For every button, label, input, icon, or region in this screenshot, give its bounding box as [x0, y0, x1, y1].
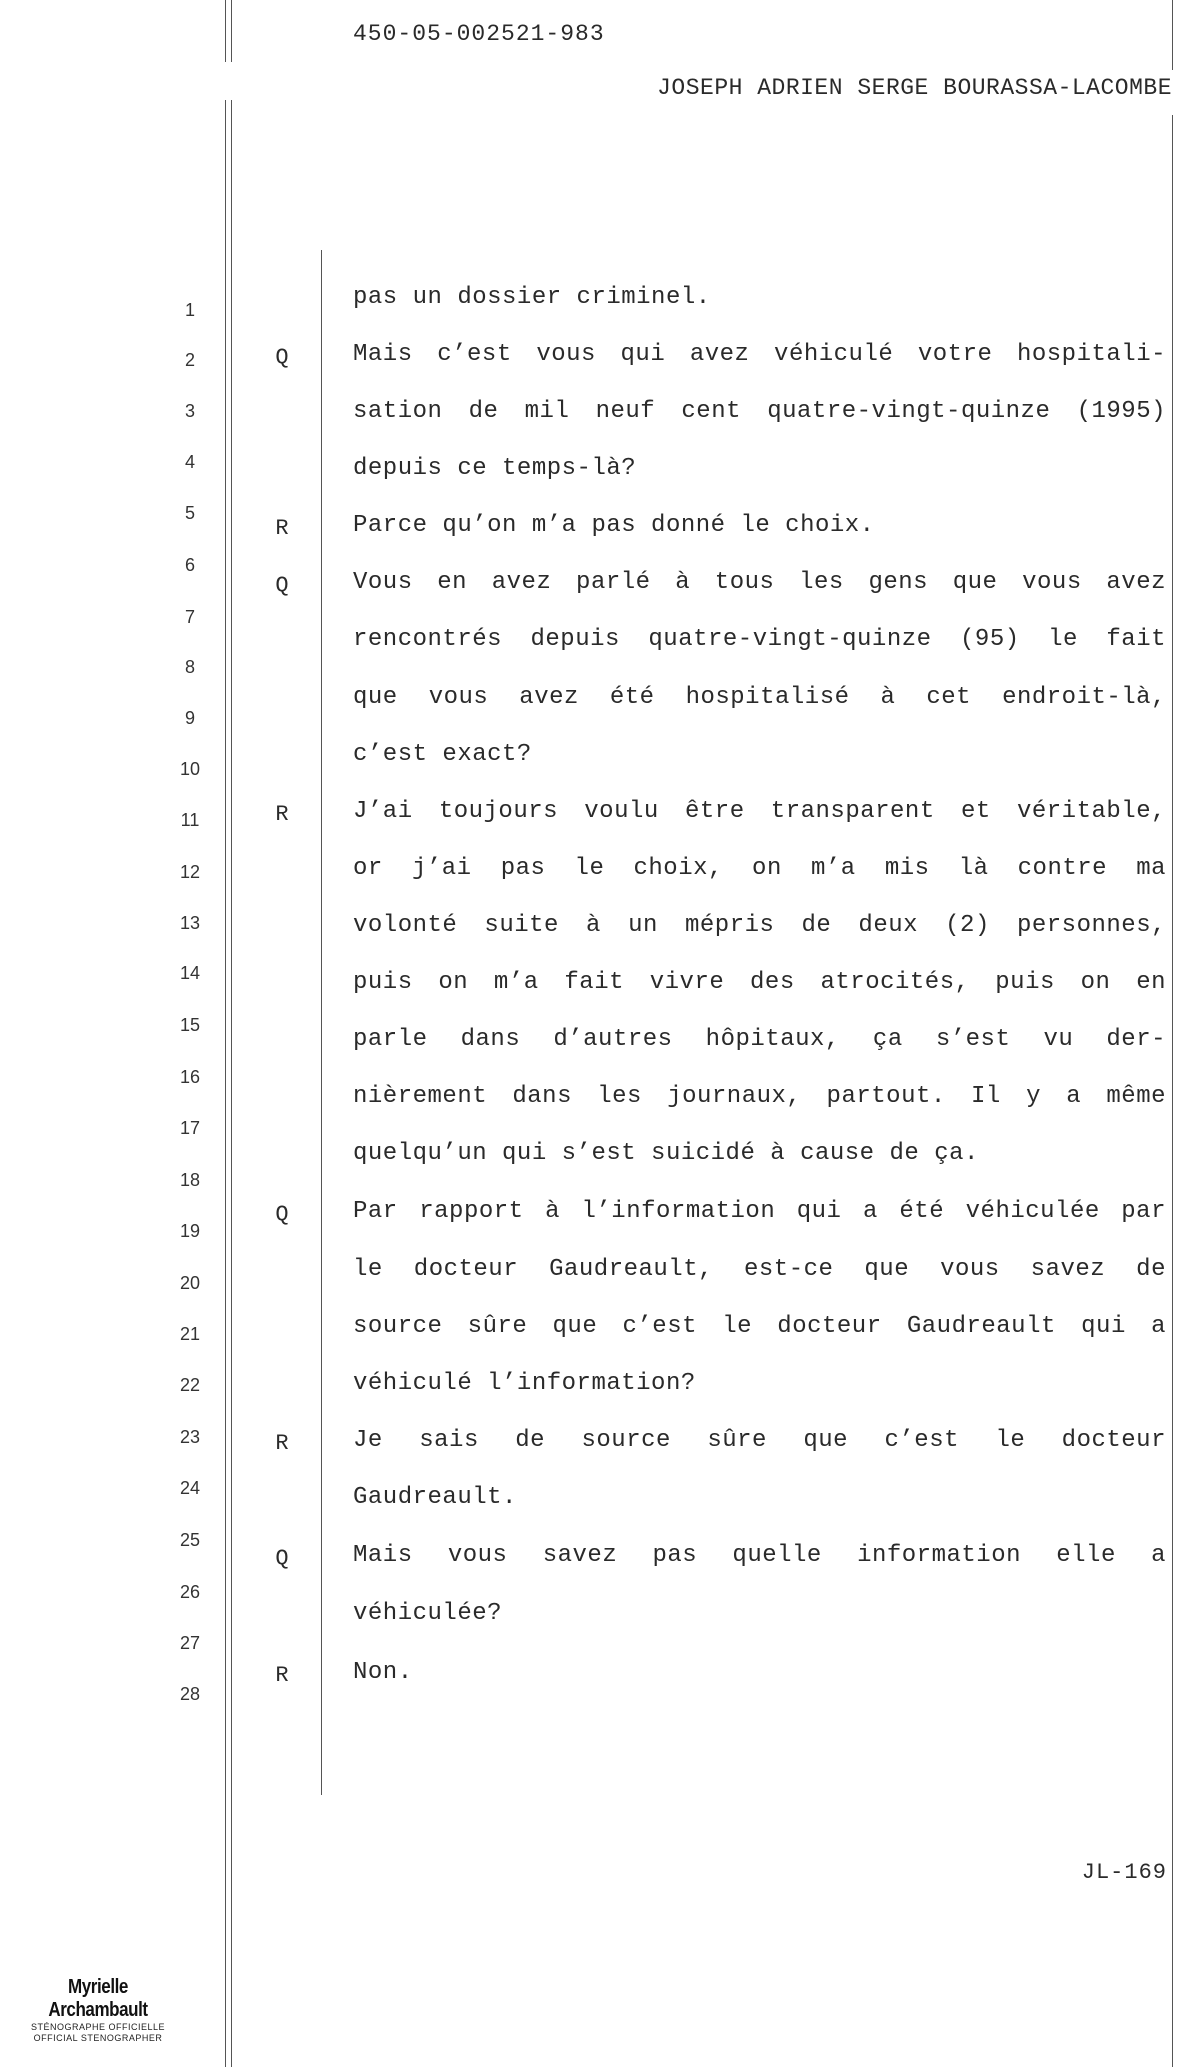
- margin-line-number: 10: [179, 759, 201, 779]
- margin-line-number: 1: [184, 300, 195, 320]
- margin-line-number: 6: [184, 555, 195, 575]
- margin-line-number: 8: [184, 657, 195, 677]
- transcript-line: sation de mil neuf cent quatre-vingt-quinze (1995): [353, 398, 1166, 425]
- transcript-line: puis on m’a fait vivre des atrocités, puis on en: [353, 969, 1166, 996]
- transcript-line: Non.: [353, 1659, 413, 1686]
- transcript-line: Mais c’est vous qui avez véhiculé votre hospitali-: [353, 341, 1166, 368]
- transcript-line: Parce qu’on m’a pas donné le choix.: [353, 512, 875, 539]
- margin-line-number: 4: [184, 452, 195, 472]
- margin-line-number: 13: [179, 913, 201, 933]
- margin-line-number: 12: [179, 862, 201, 882]
- stenographer-title-fr: STÉNOGRAPHE OFFICIELLE: [30, 2022, 166, 2032]
- transcript-line: c’est exact?: [353, 741, 532, 768]
- margin-line-number: 14: [179, 963, 201, 983]
- margin-line-number: 9: [184, 708, 195, 728]
- page-code: JL-169: [1081, 1860, 1167, 1885]
- margin-line-number: 7: [184, 607, 195, 627]
- margin-line-number: 3: [184, 401, 195, 421]
- transcript-line: que vous avez été hospitalisé à cet endroit-là,: [353, 684, 1166, 711]
- right-rule-top: [1172, 0, 1173, 70]
- transcript-line: volonté suite à un mépris de deux (2) personnes,: [353, 912, 1166, 939]
- margin-line-number: 11: [180, 810, 200, 830]
- speaker-column-rule: [321, 250, 322, 1795]
- transcript-line: Je sais de source sûre que c’est le docteur: [353, 1427, 1166, 1454]
- speaker-marker: R: [275, 1431, 289, 1456]
- margin-line-number: 27: [179, 1633, 201, 1653]
- transcript-line: Mais vous savez pas quelle information elle a: [353, 1542, 1166, 1569]
- transcript-line: véhiculé l’information?: [353, 1370, 696, 1397]
- margin-line-number: 26: [179, 1582, 201, 1602]
- margin-line-number: 25: [179, 1530, 201, 1550]
- transcript-line: or j’ai pas le choix, on m’a mis là contre ma: [353, 855, 1166, 882]
- transcript-line: depuis ce temps-là?: [353, 455, 637, 482]
- transcript-line: nièrement dans les journaux, partout. Il y a même: [353, 1083, 1166, 1110]
- left-double-rule-c: [225, 100, 226, 2067]
- transcript-line: pas un dossier criminel.: [353, 284, 711, 311]
- transcript-line: véhiculée?: [353, 1600, 503, 1627]
- margin-line-number: 28: [179, 1684, 201, 1704]
- transcript-line: Vous en avez parlé à tous les gens que vous avez: [353, 569, 1166, 596]
- left-double-rule-b: [231, 0, 232, 62]
- margin-line-number: 15: [179, 1015, 201, 1035]
- transcript-line: rencontrés depuis quatre-vingt-quinze (95) le fait: [353, 626, 1166, 653]
- stenographer-stamp: [8, 1976, 188, 2044]
- witness-name: JOSEPH ADRIEN SERGE BOURASSA-LACOMBE: [657, 75, 1172, 101]
- margin-line-number: 23: [179, 1427, 201, 1447]
- speaker-marker: Q: [275, 573, 289, 598]
- margin-line-number: 24: [179, 1478, 201, 1498]
- speaker-marker: Q: [275, 1546, 289, 1571]
- speaker-marker: R: [275, 802, 289, 827]
- transcript-line: quelqu’un qui s’est suicidé à cause de ça.: [353, 1140, 979, 1167]
- stenographer-name: Myrielle Archambault: [48, 1976, 148, 2021]
- file-number: 450-05-002521-983: [353, 21, 605, 47]
- margin-line-number: 19: [179, 1221, 201, 1241]
- margin-line-number: 17: [179, 1118, 201, 1138]
- transcript-line: source sûre que c’est le docteur Gaudreault qui a: [353, 1313, 1166, 1340]
- transcript-line: J’ai toujours voulu être transparent et véritable,: [353, 798, 1166, 825]
- margin-line-number: 16: [179, 1067, 201, 1087]
- speaker-marker: R: [275, 1663, 289, 1688]
- margin-line-number: 21: [179, 1324, 201, 1344]
- transcript-line: Gaudreault.: [353, 1484, 517, 1511]
- speaker-marker: R: [275, 516, 289, 541]
- left-double-rule-d: [231, 100, 232, 2067]
- speaker-marker: Q: [275, 345, 289, 370]
- transcript-line: parle dans d’autres hôpitaux, ça s’est vu der-: [353, 1026, 1166, 1053]
- transcript-line: le docteur Gaudreault, est-ce que vous savez de: [353, 1256, 1166, 1283]
- stenographer-title-en: OFFICIAL STENOGRAPHER: [33, 2033, 163, 2043]
- margin-line-number: 2: [184, 350, 195, 370]
- margin-line-number: 18: [179, 1170, 201, 1190]
- left-double-rule-a: [225, 0, 226, 62]
- margin-line-number: 20: [179, 1273, 201, 1293]
- right-rule-bottom: [1172, 115, 1173, 2067]
- speaker-marker: Q: [275, 1202, 289, 1227]
- transcript-line: Par rapport à l’information qui a été véhiculée par: [353, 1198, 1166, 1225]
- margin-line-number: 5: [184, 503, 195, 523]
- margin-line-number: 22: [179, 1375, 201, 1395]
